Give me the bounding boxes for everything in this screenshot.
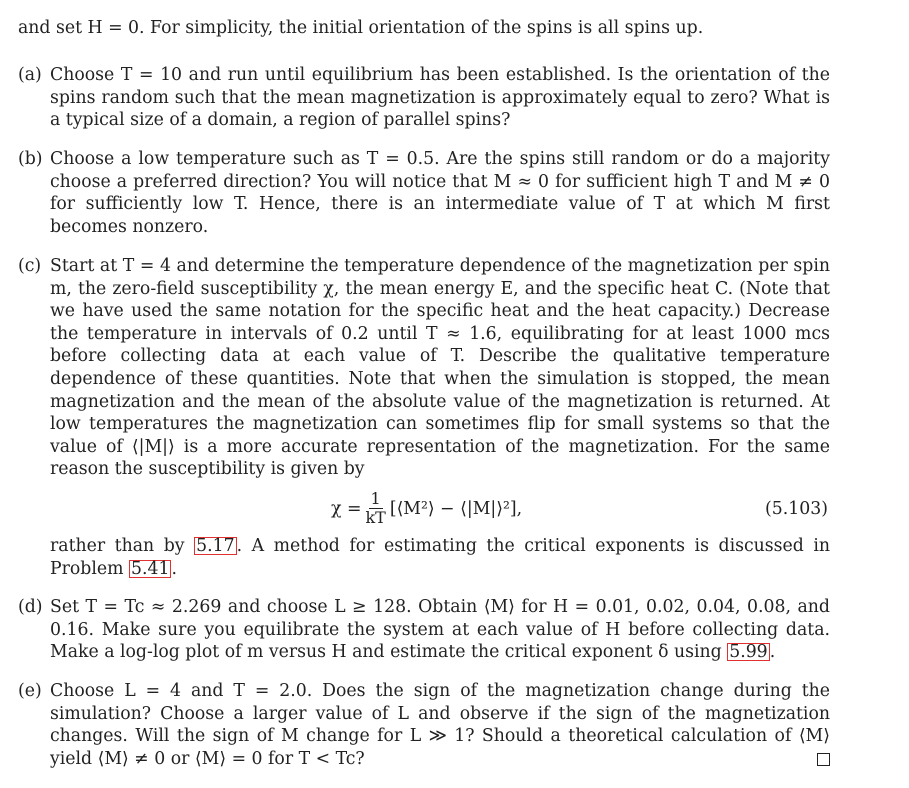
text-fragment: rather than by: [50, 535, 195, 556]
susceptibility-equation: [50, 487, 830, 531]
text-fragment: Set T = Tc ≈ 2.269 and choose L ≥ 128. Obtain ⟨M⟩ for H = 0.01, 0.02, 0.04, 0.08, and 0.16. Make sure you equilibrate the system at each value of H before collecting data. Make a log-log plot of m versus H and estimate the critical exponent δ using: [50, 597, 830, 663]
part-text: Choose L = 4 and T = 2.0. Does the sign of the magnetization change during the simulation? Choose a larger value of L and observe if the sign of the magnetization changes. Will the sign of M change for L ≫ 1? Should a theoretical calculation of ⟨M⟩ yield ⟨M⟩ ≠ 0 or ⟨M⟩ = 0 for T < Tc?: [50, 681, 830, 769]
equation-reference-link[interactable]: 5.17: [196, 535, 235, 556]
equation-rhs: [⟨M²⟩ − ⟨|M|⟩²],: [389, 498, 523, 519]
text-fragment: . A method for estimating the critical exponents is discussed in Problem: [50, 535, 830, 579]
part-text: [50, 596, 830, 664]
problem-part-a: [18, 64, 830, 132]
problem-part-c: [18, 255, 830, 580]
fraction-numerator: 1: [370, 489, 381, 509]
part-label: (e): [18, 681, 42, 701]
equation-number: (5.103): [765, 498, 828, 519]
part-text: Start at T = 4 and determine the temperature dependence of the magnetization per spin m, the zero-field susceptibility χ, the mean energy E, and the specific heat C. (Note that we have used the same notation for the specific heat and the heat capacity.) Decrease the temperature in intervals of 0.2 until T ≈ 1.6, equilibrating for at least 1000 mcs before collecting data at each value of T. Describe the qualitative temperature dependence of these quantities. Note that when the simulation is stopped, the mean magnetization and the mean of the absolute value of the magnetization is returned. At low temperatures the magnetization can sometimes flip for small systems so that the value of ⟨|M|⟩ is a more accurate representation of the magnetization. For the same reason the susceptibility is given by: [50, 256, 830, 480]
part-text: Choose a low temperature such as T = 0.5. Are the spins still random or do a majority choose a preferred direction? You will notice that M ≈ 0 for sufficient high T and M ≠ 0 for sufficiently low T. Hence, there is an intermediate value of T at which M first becomes nonzero.: [50, 149, 830, 237]
intro-sentence: and set H = 0. For simplicity, the initial orientation of the spins is all spins up.: [18, 18, 704, 38]
part-label: (d): [18, 597, 43, 617]
problem-part-b: [18, 148, 830, 238]
problem-reference-link[interactable]: 5.41: [131, 558, 170, 579]
problem-part-d: [18, 596, 830, 664]
equation-fraction: [365, 490, 385, 527]
end-of-problem-square-icon: [817, 753, 830, 766]
equation-reference-link[interactable]: 5.99: [729, 642, 768, 663]
part-label: (b): [18, 149, 43, 169]
part-label: (c): [18, 256, 42, 276]
equation-formula: [331, 487, 522, 531]
part-body: [50, 255, 830, 580]
fraction-denominator: kT: [365, 508, 386, 528]
part-text-continued: [50, 535, 830, 580]
problem-part-e: [18, 680, 830, 770]
text-fragment: .: [769, 642, 776, 663]
part-text: Choose T = 10 and run until equilibrium has been established. Is the orientation of the spins random such that the mean magnetization is approximately equal to zero? What is a typical size of a domain, a region of parallel spins?: [50, 65, 830, 131]
equation-lhs: χ =: [331, 498, 362, 519]
text-fragment: .: [171, 558, 177, 579]
part-label: (a): [18, 65, 42, 85]
